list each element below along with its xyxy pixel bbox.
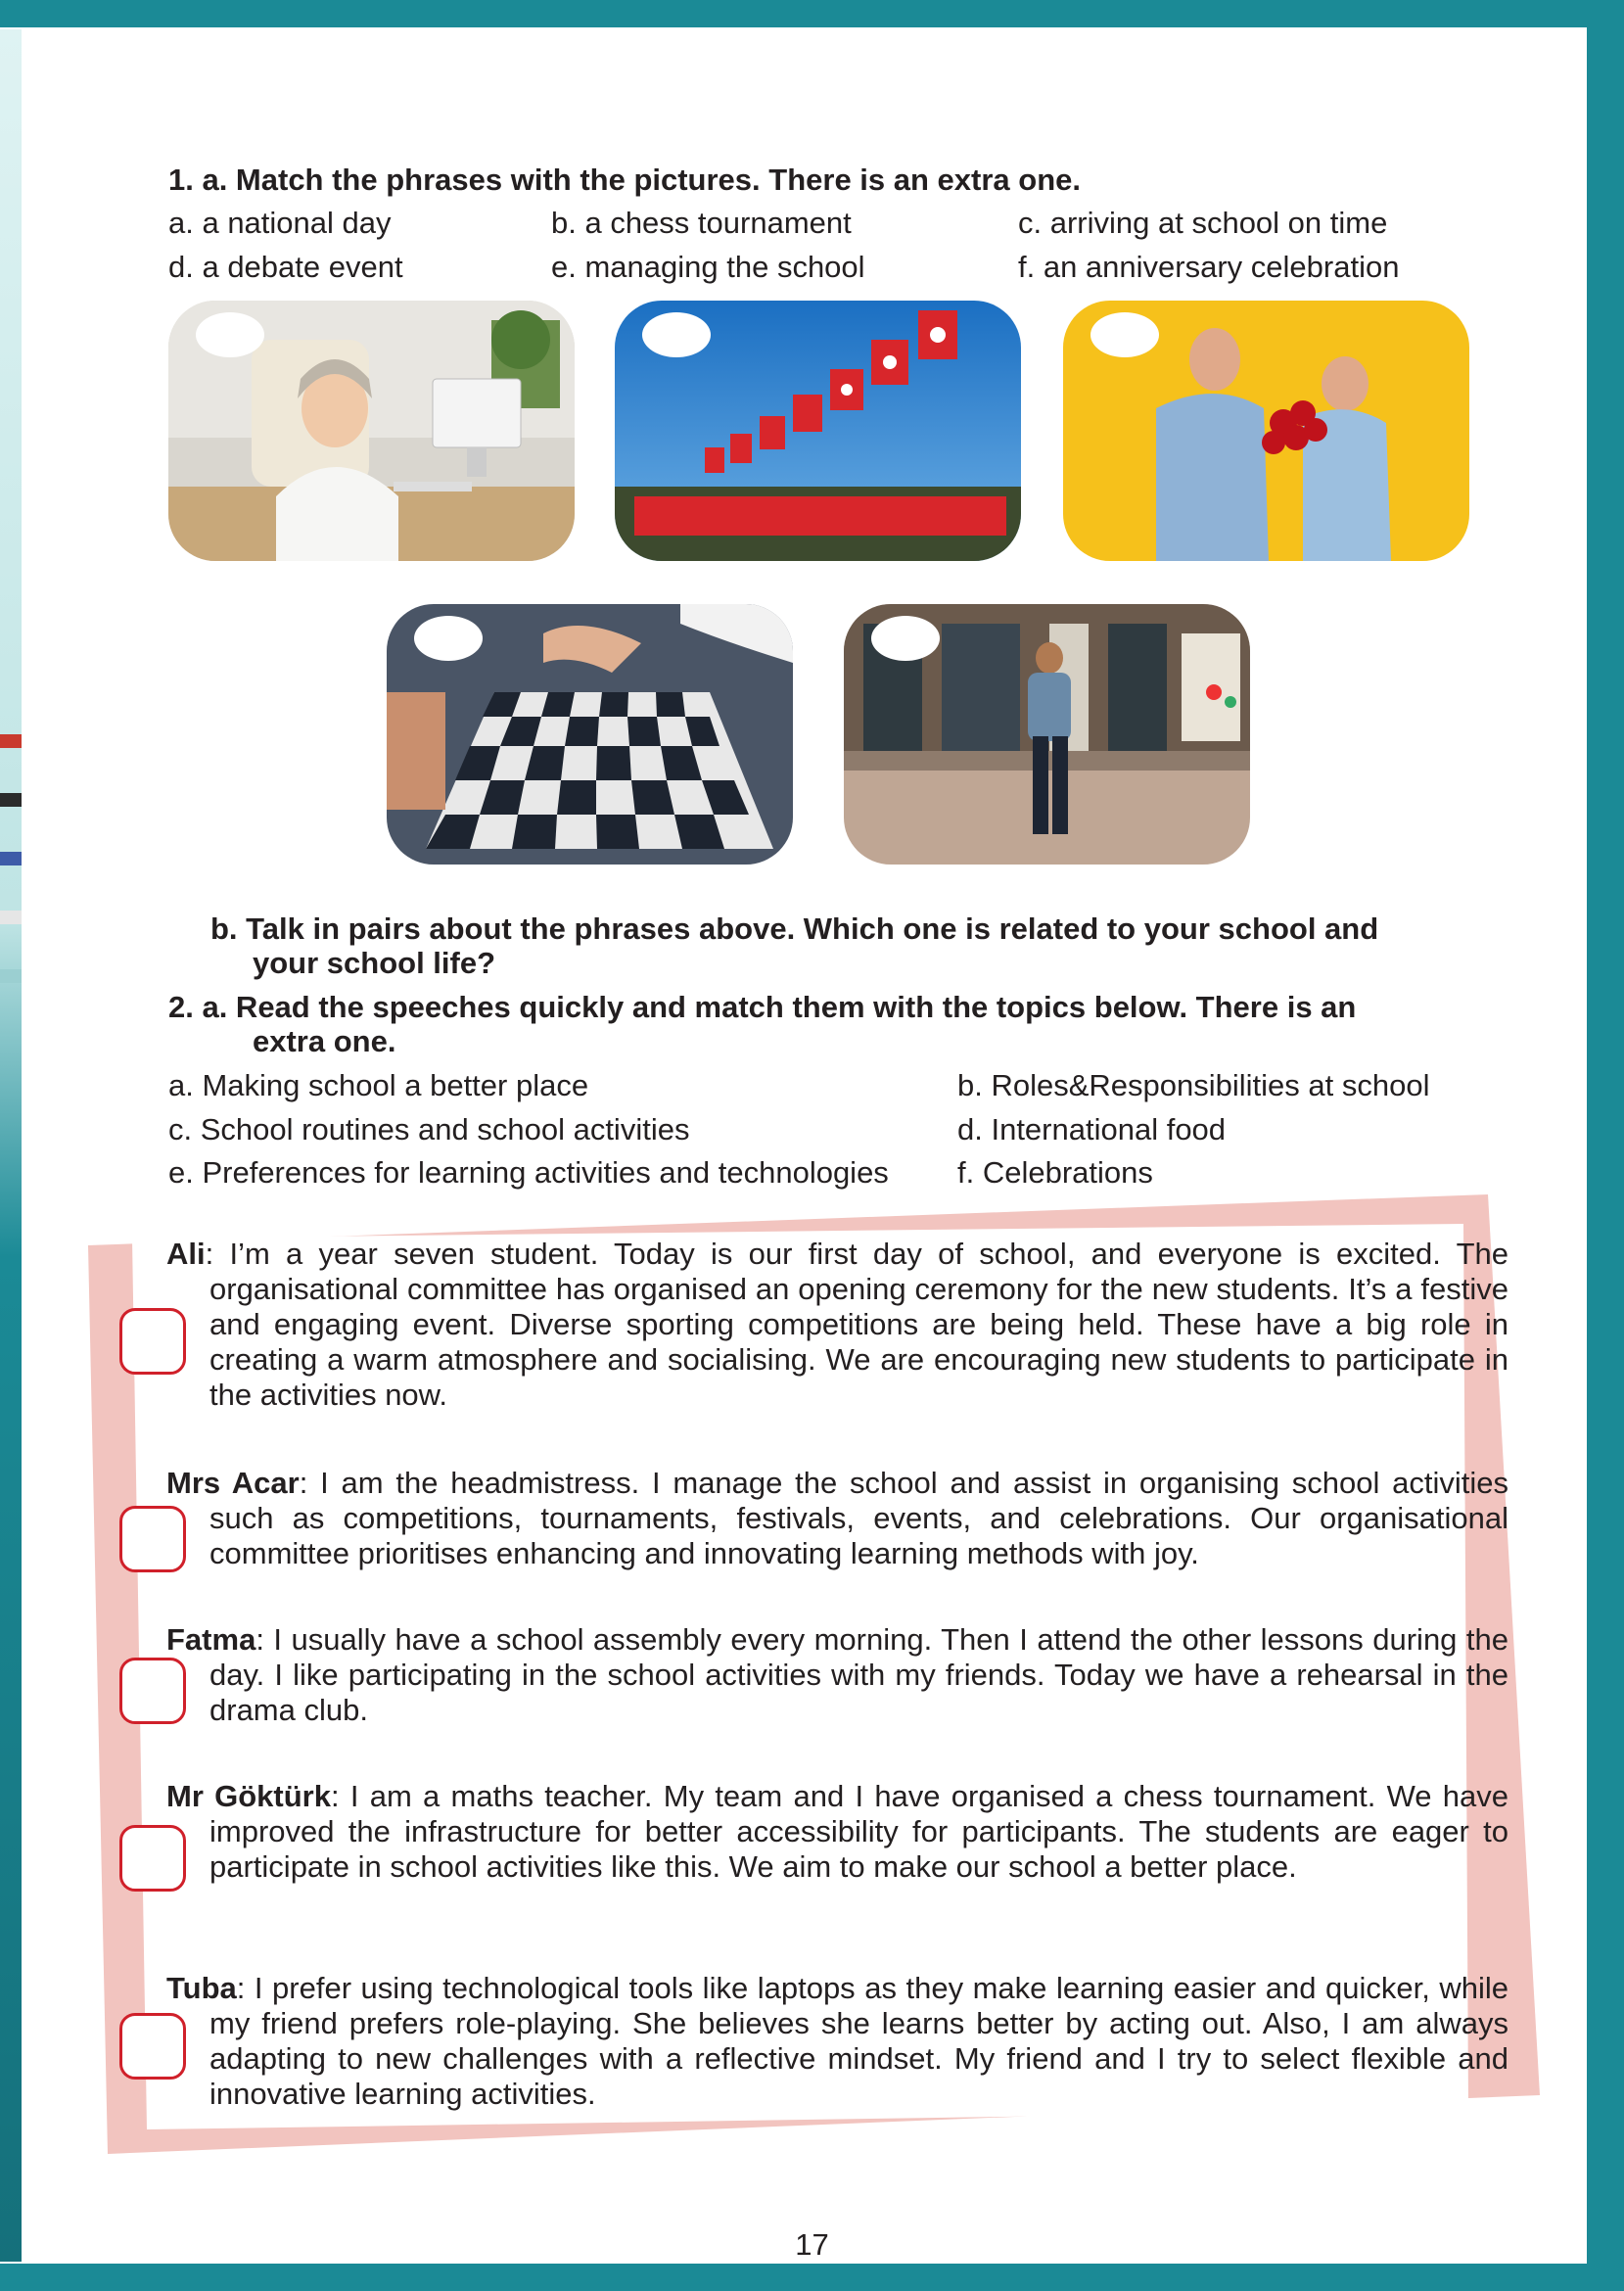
- exercise1-question-b-line2: your school life?: [253, 946, 496, 980]
- speech-ali: [166, 1237, 1508, 1413]
- deco-stripe: [0, 734, 22, 748]
- speaker-name: Fatma: [166, 1622, 256, 1657]
- phrase-d: d. a debate event: [168, 250, 403, 284]
- answer-oval[interactable]: [196, 312, 264, 357]
- exercise2-question-a-line2: extra one.: [253, 1024, 396, 1058]
- speech-text: : I prefer using technological tools like laptops as they make learning easier and quicker, while my friend prefers role-playing. She believes she learns better by acting out. Also, I am always adapting to new challenges with a reflective mindset. My friend and I try to select flexible and innovative learning activities.: [209, 1971, 1508, 2111]
- deco-stripe: [0, 969, 22, 983]
- exercise2-question-a-line1: 2. a. Read the speeches quickly and match them with the topics below. There is an: [168, 990, 1357, 1024]
- deco-stripe: [0, 793, 22, 807]
- speaker-name: Tuba: [166, 1971, 237, 2005]
- left-decoration: [0, 29, 22, 2262]
- speech-text: : I’m a year seven student. Today is our first day of school, and everyone is excited. The organisational committee has organised an opening ceremony for the new students. It’s a festive and engaging event. Diverse sporting competitions are being held. These have a big role in creating a warm atmosphere and socialising. We are encouraging new students to participate in the activities now.: [205, 1237, 1508, 1412]
- page-frame-right: [1587, 0, 1624, 2291]
- speaker-name: Mrs Acar: [166, 1466, 300, 1500]
- speech-tuba: [166, 1971, 1508, 2112]
- topic-e: e. Preferences for learning activities and technologies: [168, 1155, 889, 1190]
- speech-text: : I usually have a school assembly every morning. Then I attend the other lessons during the day. I like participating in the school activities with my friends. Today we have a rehearsal in the drama club.: [209, 1622, 1508, 1727]
- topic-c: c. School routines and school activities: [168, 1112, 690, 1146]
- topic-b: b. Roles&Responsibilities at school: [957, 1068, 1430, 1102]
- phrase-b: b. a chess tournament: [551, 206, 852, 240]
- speaker-name: Mr Göktürk: [166, 1779, 331, 1813]
- page-frame-top: [0, 0, 1624, 27]
- topic-d: d. International food: [957, 1112, 1227, 1146]
- answer-box-tuba[interactable]: [119, 2013, 186, 2080]
- deco-stripe: [0, 852, 22, 865]
- speaker-name: Ali: [166, 1237, 206, 1271]
- exercise1-question-a: 1. a. Match the phrases with the pictures. There is an extra one.: [168, 163, 1081, 197]
- speech-text: : I am the headmistress. I manage the school and assist in organising school activities such as competitions, tournaments, festivals, events, and celebrations. Our organisational committee prioritises enhancing and innovating learning methods with joy.: [209, 1466, 1508, 1570]
- answer-box-fatma[interactable]: [119, 1658, 186, 1724]
- answer-oval[interactable]: [1090, 312, 1159, 357]
- exercise1-question-b-line1: b. Talk in pairs about the phrases above. Which one is related to your school and: [210, 912, 1379, 946]
- picture-headmistress: [168, 301, 575, 561]
- phrase-a: a. a national day: [168, 206, 392, 240]
- picture-chess: [387, 604, 793, 865]
- answer-oval[interactable]: [642, 312, 711, 357]
- speech-mrs-acar: [166, 1466, 1508, 1571]
- page-frame-bottom: [0, 2264, 1624, 2291]
- topic-a: a. Making school a better place: [168, 1068, 589, 1102]
- page-number: 17: [795, 2227, 829, 2262]
- answer-oval[interactable]: [414, 616, 483, 661]
- phrase-f: f. an anniversary celebration: [1018, 250, 1400, 284]
- answer-oval[interactable]: [871, 616, 940, 661]
- picture-flags: [615, 301, 1021, 561]
- picture-anniversary: [1063, 301, 1469, 561]
- topic-f: f. Celebrations: [957, 1155, 1153, 1190]
- answer-box-mr-gokturk[interactable]: [119, 1825, 186, 1892]
- speech-fatma: [166, 1622, 1508, 1728]
- speech-text: : I am a maths teacher. My team and I have organised a chess tournament. We have improved the infrastructure for better accessibility for participants. The students are eager to participate in school activities like this. We aim to make our school a better place.: [209, 1779, 1508, 1884]
- speech-mr-gokturk: [166, 1779, 1508, 1885]
- answer-box-ali[interactable]: [119, 1308, 186, 1375]
- picture-school-arrival: [844, 604, 1250, 865]
- phrase-e: e. managing the school: [551, 250, 865, 284]
- answer-box-mrs-acar[interactable]: [119, 1506, 186, 1572]
- phrase-c: c. arriving at school on time: [1018, 206, 1388, 240]
- deco-stripe: [0, 911, 22, 924]
